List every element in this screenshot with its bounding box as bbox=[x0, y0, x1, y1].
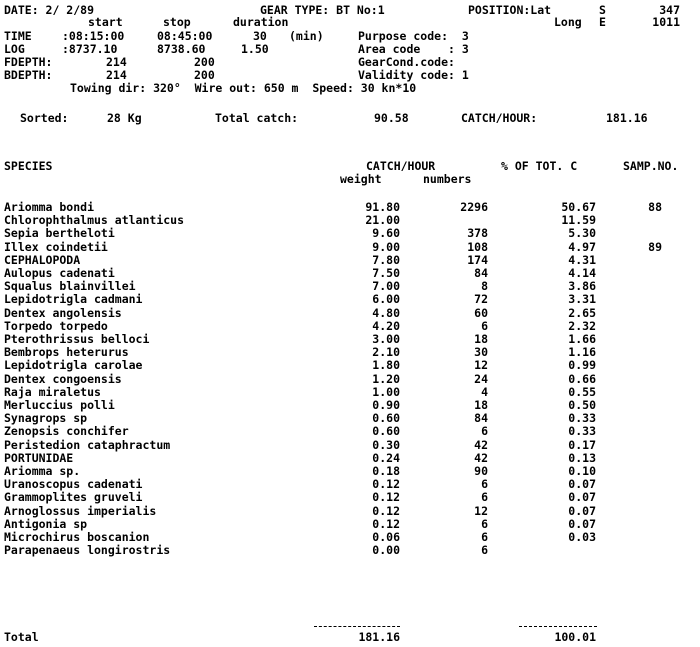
total-pct: 100.01 bbox=[554, 630, 596, 644]
catch-weight: 0.06 bbox=[372, 530, 400, 544]
species-name: Microchirus boscanion bbox=[4, 530, 150, 544]
pct-of-total: 0.13 bbox=[568, 451, 596, 465]
catch-weight: 0.24 bbox=[372, 451, 400, 465]
catch-weight: 0.30 bbox=[372, 438, 400, 452]
pct-of-total: 0.07 bbox=[568, 477, 596, 491]
species-name: Dentex angolensis bbox=[4, 306, 122, 320]
col-species: SPECIES bbox=[4, 159, 53, 173]
species-name: Arnoglossus imperialis bbox=[4, 504, 157, 518]
bdepth-start: 214 bbox=[106, 68, 127, 82]
catch-numbers: 108 bbox=[467, 240, 488, 254]
catch-numbers: 12 bbox=[474, 504, 488, 518]
gearcond-code: GearCond.code: bbox=[358, 55, 455, 69]
catch-numbers: 30 bbox=[474, 345, 488, 359]
catch-weight: 4.80 bbox=[372, 306, 400, 320]
species-name: Raja miraletus bbox=[4, 385, 101, 399]
fdepth-stop: 200 bbox=[194, 55, 215, 69]
sorted-label: Sorted: bbox=[20, 111, 69, 125]
catch-weight: 9.00 bbox=[372, 240, 400, 254]
pct-of-total: 5.30 bbox=[568, 226, 596, 240]
species-name: Illex coindetii bbox=[4, 240, 108, 254]
pct-of-total: 3.31 bbox=[568, 292, 596, 306]
lat-value: 347 bbox=[659, 3, 680, 17]
catch-weight: 7.80 bbox=[372, 253, 400, 267]
catch-weight: 91.80 bbox=[365, 200, 400, 214]
log-duration: 1.50 bbox=[241, 42, 269, 56]
species-name: Uranoscopus cadenati bbox=[4, 477, 143, 491]
pct-of-total: 0.33 bbox=[568, 424, 596, 438]
catch-hour-label: CATCH/HOUR: bbox=[461, 111, 538, 125]
catch-weight: 0.12 bbox=[372, 477, 400, 491]
log-label: LOG bbox=[4, 42, 25, 56]
catch-numbers: 6 bbox=[481, 543, 488, 557]
pct-of-total: 0.17 bbox=[568, 438, 596, 452]
time-duration: 30 bbox=[253, 29, 267, 43]
pct-total-rule bbox=[519, 626, 597, 627]
fdepth-start: 214 bbox=[106, 55, 127, 69]
species-name: Ariomma bondi bbox=[4, 200, 95, 214]
col-catch-hour: CATCH/HOUR bbox=[366, 159, 436, 173]
catch-numbers: 6 bbox=[481, 424, 488, 438]
catch-weight: 7.50 bbox=[372, 266, 400, 280]
catch-numbers: 174 bbox=[467, 253, 488, 267]
sample-number: 88 bbox=[648, 200, 662, 214]
long-label: Long bbox=[554, 15, 582, 29]
catch-numbers: 6 bbox=[481, 477, 488, 491]
long-value: 1011 bbox=[652, 15, 680, 29]
species-name: Chlorophthalmus atlanticus bbox=[4, 213, 185, 227]
catch-weight: 0.60 bbox=[372, 424, 400, 438]
catch-weight: 4.20 bbox=[372, 319, 400, 333]
col-samp: SAMP.NO. bbox=[623, 159, 679, 173]
catch-weight: 21.00 bbox=[365, 213, 400, 227]
pct-of-total: 4.31 bbox=[568, 253, 596, 267]
catch-weight: 0.18 bbox=[372, 464, 400, 478]
catch-numbers: 18 bbox=[474, 332, 488, 346]
catch-weight: 2.10 bbox=[372, 345, 400, 359]
lat-hemisphere: S bbox=[599, 3, 606, 17]
pct-of-total: 2.32 bbox=[568, 319, 596, 333]
catch-weight: 7.00 bbox=[372, 279, 400, 293]
gear-type: GEAR TYPE: BT No:1 bbox=[260, 3, 385, 17]
time-unit: (min) bbox=[289, 29, 324, 43]
log-stop: 8738.60 bbox=[157, 42, 206, 56]
species-name: Zenopsis conchifer bbox=[4, 424, 129, 438]
pct-of-total: 2.65 bbox=[568, 306, 596, 320]
catch-weight: 3.00 bbox=[372, 332, 400, 346]
catch-weight: 0.00 bbox=[372, 543, 400, 557]
catch-weight: 0.90 bbox=[372, 398, 400, 412]
species-name: Synagrops sp bbox=[4, 411, 88, 425]
catch-numbers: 60 bbox=[474, 306, 488, 320]
catch-numbers: 18 bbox=[474, 398, 488, 412]
species-name: Merluccius polli bbox=[4, 398, 115, 412]
pct-of-total: 0.50 bbox=[568, 398, 596, 412]
pct-of-total: 0.10 bbox=[568, 464, 596, 478]
catch-weight: 9.60 bbox=[372, 226, 400, 240]
catch-numbers: 12 bbox=[474, 358, 488, 372]
pct-of-total: 1.66 bbox=[568, 332, 596, 346]
area-code: Area code : 3 bbox=[358, 42, 469, 56]
pct-of-total: 0.07 bbox=[568, 504, 596, 518]
pct-of-total: 1.16 bbox=[568, 345, 596, 359]
species-name: Dentex congoensis bbox=[4, 372, 122, 386]
pct-of-total: 4.14 bbox=[568, 266, 596, 280]
catch-weight: 0.60 bbox=[372, 411, 400, 425]
species-name: Torpedo torpedo bbox=[4, 319, 108, 333]
catch-weight: 0.12 bbox=[372, 490, 400, 504]
species-name: Pterothrissus belloci bbox=[4, 332, 150, 346]
total-catch-label: Total catch: bbox=[215, 111, 299, 125]
long-hemisphere: E bbox=[599, 15, 606, 29]
species-name: Lepidotrigla carolae bbox=[4, 358, 143, 372]
catch-numbers: 72 bbox=[474, 292, 488, 306]
species-name: PORTUNIDAE bbox=[4, 451, 74, 465]
bdepth-stop: 200 bbox=[194, 68, 215, 82]
catch-numbers: 90 bbox=[474, 464, 488, 478]
species-name: Antigonia sp bbox=[4, 517, 88, 531]
log-start: :8737.10 bbox=[62, 42, 118, 56]
catch-numbers: 6 bbox=[481, 530, 488, 544]
catch-numbers: 4 bbox=[481, 385, 488, 399]
date: DATE: 2/ 2/89 bbox=[4, 3, 95, 17]
pct-of-total: 0.03 bbox=[568, 530, 596, 544]
catch-numbers: 6 bbox=[481, 490, 488, 504]
species-name: Bembrops heterurus bbox=[4, 345, 129, 359]
species-name: Aulopus cadenati bbox=[4, 266, 115, 280]
sorted-value: 28 Kg bbox=[107, 111, 142, 125]
weight-total-rule bbox=[314, 626, 400, 627]
position-label: POSITION:Lat bbox=[468, 3, 552, 17]
total-weight: 181.16 bbox=[358, 630, 400, 644]
catch-numbers: 24 bbox=[474, 372, 488, 386]
sub-weight: weight bbox=[340, 172, 382, 186]
total-label: Total bbox=[4, 630, 39, 644]
catch-weight: 1.00 bbox=[372, 385, 400, 399]
purpose-code: Purpose code: 3 bbox=[358, 29, 469, 43]
sub-numbers: numbers bbox=[423, 172, 472, 186]
time-stop: 08:45:00 bbox=[157, 29, 213, 43]
fdepth-label: FDEPTH: bbox=[4, 55, 53, 69]
catch-numbers: 84 bbox=[474, 411, 488, 425]
catch-numbers: 6 bbox=[481, 517, 488, 531]
catch-numbers: 378 bbox=[467, 226, 488, 240]
col-start: start bbox=[88, 15, 123, 29]
catch-weight: 0.12 bbox=[372, 517, 400, 531]
pct-of-total: 4.97 bbox=[568, 240, 596, 254]
catch-numbers: 84 bbox=[474, 266, 488, 280]
time-label: TIME bbox=[4, 29, 32, 43]
pct-of-total: 3.86 bbox=[568, 279, 596, 293]
catch-hour-value: 181.16 bbox=[606, 111, 648, 125]
sample-number: 89 bbox=[648, 240, 662, 254]
col-duration: duration bbox=[233, 15, 289, 29]
catch-weight: 1.80 bbox=[372, 358, 400, 372]
pct-of-total: 0.99 bbox=[568, 358, 596, 372]
total-catch-value: 90.58 bbox=[374, 111, 409, 125]
species-name: Grammoplites gruveli bbox=[4, 490, 143, 504]
species-name: Lepidotrigla cadmani bbox=[4, 292, 143, 306]
time-start: :08:15:00 bbox=[62, 29, 125, 43]
pct-of-total: 11.59 bbox=[561, 213, 596, 227]
catch-numbers: 42 bbox=[474, 451, 488, 465]
catch-numbers: 6 bbox=[481, 319, 488, 333]
towing-info: Towing dir: 320° Wire out: 650 m Speed: 30 kn*10 bbox=[70, 81, 417, 95]
validity-code: Validity code: 1 bbox=[358, 68, 469, 82]
catch-weight: 0.12 bbox=[372, 504, 400, 518]
catch-numbers: 42 bbox=[474, 438, 488, 452]
pct-of-total: 0.66 bbox=[568, 372, 596, 386]
pct-of-total: 50.67 bbox=[561, 200, 596, 214]
pct-of-total: 0.33 bbox=[568, 411, 596, 425]
species-name: Parapenaeus longirostris bbox=[4, 543, 171, 557]
catch-weight: 6.00 bbox=[372, 292, 400, 306]
pct-of-total: 0.55 bbox=[568, 385, 596, 399]
species-name: CEPHALOPODA bbox=[4, 253, 81, 267]
catch-weight: 1.20 bbox=[372, 372, 400, 386]
col-pct: % OF TOT. C bbox=[501, 159, 578, 173]
bdepth-label: BDEPTH: bbox=[4, 68, 53, 82]
catch-numbers: 2296 bbox=[460, 200, 488, 214]
catch-numbers: 8 bbox=[481, 279, 488, 293]
species-name: Ariomma sp. bbox=[4, 464, 81, 478]
pct-of-total: 0.07 bbox=[568, 490, 596, 504]
col-stop: stop bbox=[163, 15, 191, 29]
species-name: Sepia bertheloti bbox=[4, 226, 115, 240]
species-name: Squalus blainvillei bbox=[4, 279, 136, 293]
pct-of-total: 0.07 bbox=[568, 517, 596, 531]
species-name: Peristedion cataphractum bbox=[4, 438, 171, 452]
